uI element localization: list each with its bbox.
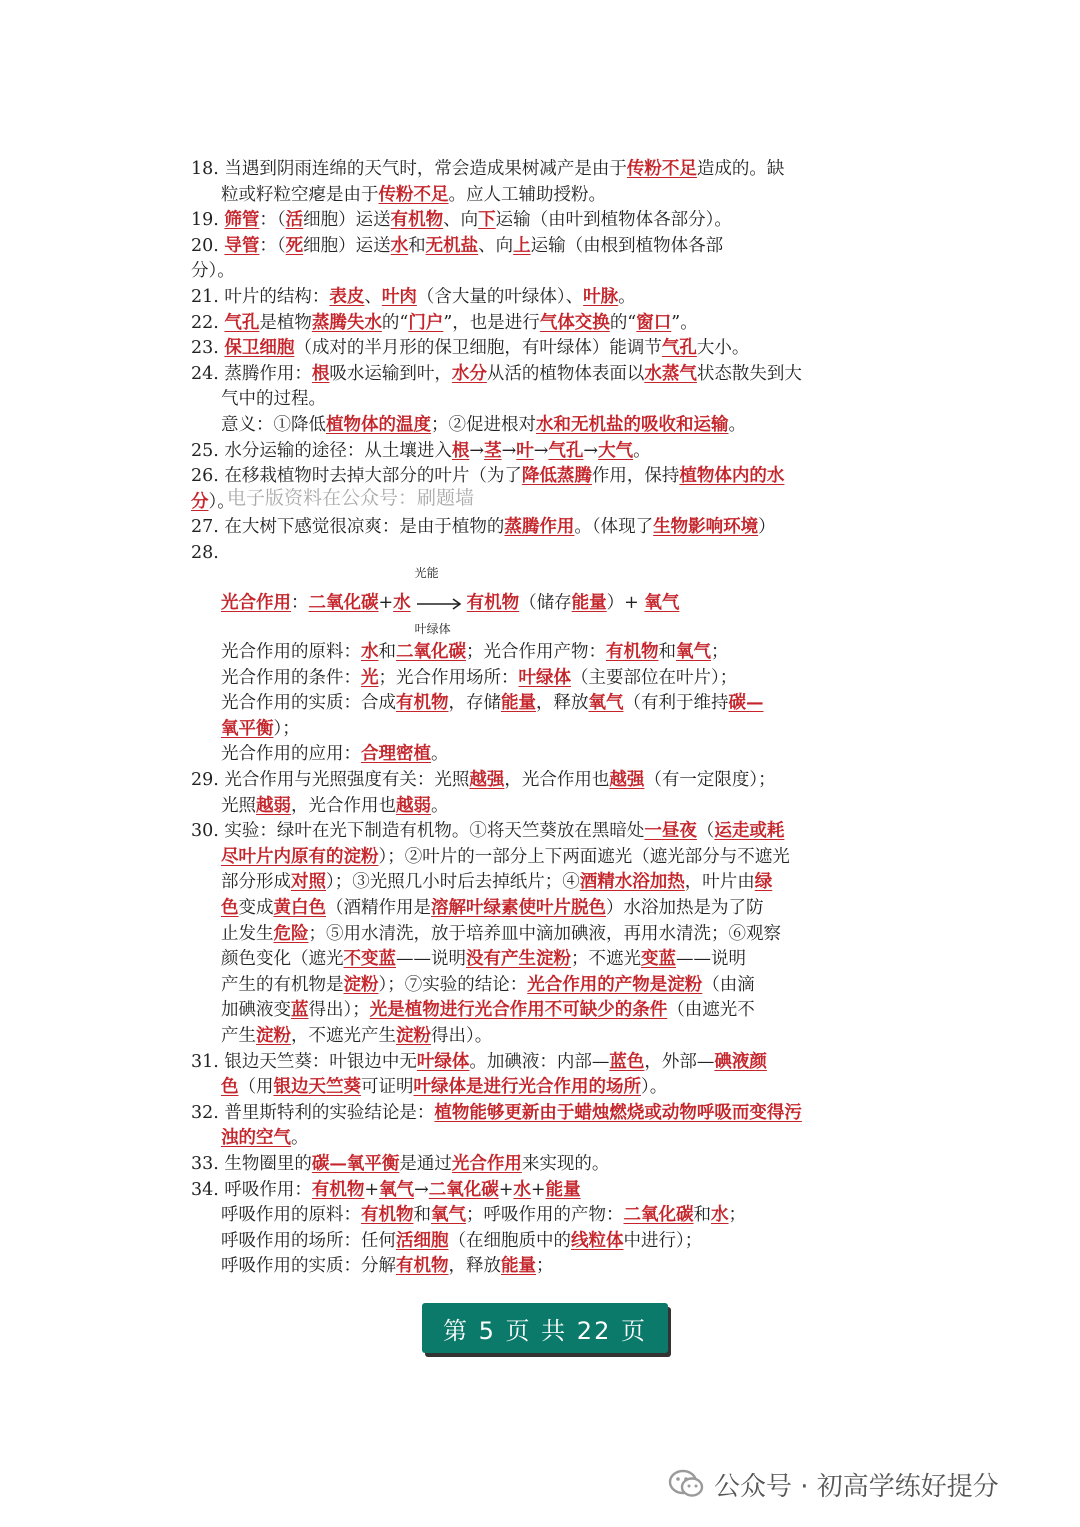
- question-text: 21. 叶片的结构：: [191, 286, 330, 307]
- answer-fill: 植物体内的水: [679, 466, 785, 487]
- question-text: ）；③光照几小时后去掉纸片；④: [326, 872, 580, 893]
- question-text: 和: [413, 1205, 431, 1226]
- question-text: ）: [758, 517, 776, 538]
- question-text: 和: [693, 1205, 711, 1226]
- answer-fill: 导管: [224, 235, 260, 256]
- question-text: （有一定限度）；: [644, 770, 776, 791]
- answer-fill: 光合作用: [451, 1153, 522, 1174]
- answer-fill: 水: [711, 1205, 729, 1226]
- document-line: [191, 1126, 881, 1152]
- document-line: [191, 362, 881, 388]
- question-text: ；②促进根对: [431, 414, 536, 435]
- question-text: ；: [711, 642, 729, 663]
- answer-fill: 有机物: [390, 210, 444, 231]
- question-text: 从活的植物体表面以: [486, 363, 645, 384]
- question-text: 大小。: [696, 338, 750, 359]
- question-text: 22.: [191, 312, 225, 333]
- question-text: +: [530, 1179, 546, 1200]
- answer-fill: 能量: [545, 1179, 581, 1200]
- answer-fill: 光合作用: [221, 592, 291, 613]
- question-text: 30. 实验：绿叶在光下制造有机物。①将天竺葵放在黑暗处: [191, 821, 645, 842]
- answer-fill: 有机物: [361, 1205, 414, 1226]
- question-text: 24. 蒸腾作用：: [191, 363, 312, 384]
- answer-fill: 保卫细胞: [224, 338, 295, 359]
- question-text: ）；②叶片的一部分上下两面遮光（遮光部分与不遮光: [378, 846, 790, 867]
- question-text: ——说明: [396, 949, 466, 970]
- answer-fill: 一昼夜: [644, 821, 697, 842]
- question-text: 作用，保持: [591, 466, 680, 487]
- document-line: [191, 157, 881, 183]
- question-text: 19.: [191, 210, 225, 231]
- document-line: [191, 413, 881, 439]
- question-text: 呼吸作用的场所：任何: [221, 1230, 396, 1251]
- answer-fill: 能量: [571, 592, 607, 613]
- question-text: ；呼吸作用的产物：: [466, 1205, 624, 1226]
- question-text: （成对的半月形的保卫细胞，有叶绿体）能调节: [294, 338, 662, 359]
- answer-fill: 淀粉: [343, 974, 379, 995]
- answer-fill: 蒸腾作用: [504, 517, 575, 538]
- answer-fill: 窗口: [636, 312, 672, 333]
- answer-fill: 碳—: [728, 693, 764, 714]
- question-text: →: [414, 1179, 429, 1200]
- document-line: [191, 311, 881, 337]
- question-text: （含大量的叶绿体）、: [416, 286, 584, 307]
- question-text: 。: [291, 1128, 309, 1149]
- footer-brand: [668, 1462, 999, 1506]
- question-text: 的“: [609, 312, 637, 333]
- document-line: [191, 691, 881, 717]
- answer-fill: 酒精水浴加热: [579, 872, 685, 893]
- question-text: ；光合作用场所：: [378, 667, 519, 688]
- answer-fill: 能量: [501, 1256, 536, 1277]
- question-text: （由滴: [702, 974, 755, 995]
- question-text: 。（体现了: [574, 517, 654, 538]
- answer-fill: 水: [393, 592, 411, 613]
- question-text: 光合作用的应用：: [221, 744, 361, 765]
- document-line: [191, 285, 881, 311]
- answer-fill: 溶解叶绿素使叶片脱色: [431, 898, 606, 919]
- question-text: ”。: [671, 312, 698, 333]
- document-line: [191, 794, 881, 820]
- question-text: 27. 在大树下感觉很凉爽：是由于植物的: [191, 517, 505, 538]
- answer-fill: 色: [221, 1077, 239, 1098]
- answer-fill: 银边天竺葵: [273, 1077, 361, 1098]
- question-text: 、: [364, 286, 382, 307]
- question-text: 20.: [191, 235, 225, 256]
- question-text: 、向: [478, 235, 514, 256]
- answer-fill: 水: [361, 642, 379, 663]
- question-text: 中进行）；: [623, 1230, 703, 1251]
- answer-fill: 植物体的温度: [326, 414, 431, 435]
- question-text: 32. 普里斯特利的实验结论是：: [191, 1102, 435, 1123]
- question-text: ）。: [641, 1077, 668, 1098]
- answer-fill: 有机物: [396, 1256, 449, 1277]
- answer-fill: 危险: [273, 923, 309, 944]
- document-line: [191, 717, 881, 743]
- question-text: 意义：①降低: [221, 414, 326, 435]
- answer-fill: 活细胞: [396, 1230, 449, 1251]
- question-text: 和: [408, 235, 426, 256]
- question-text: 33. 生物圈里的: [191, 1153, 312, 1174]
- answer-fill: 气孔: [548, 440, 584, 461]
- answer-fill: 线粒体: [571, 1230, 624, 1251]
- question-text: 。: [618, 286, 636, 307]
- question-text: （主要部位在叶片）；: [571, 667, 738, 688]
- question-text: 变成: [238, 898, 274, 919]
- document-line: [191, 1229, 881, 1255]
- question-text: ，光合作用也: [504, 770, 610, 791]
- answer-fill: 叶绿体是进行光合作用的场所: [413, 1077, 641, 1098]
- answer-fill: 绿: [754, 872, 773, 893]
- question-text: ，存储: [448, 693, 501, 714]
- footer-text: 公众号 · 初高学练好提分: [714, 1471, 999, 1502]
- wechat-official-account-icon: [668, 1469, 706, 1499]
- question-text: 来实现的。: [521, 1153, 610, 1174]
- question-text: →: [501, 440, 517, 461]
- answer-fill: 下: [478, 210, 496, 231]
- answer-fill: 筛管: [224, 210, 260, 231]
- question-text: 运输（由根到植物体各部: [530, 235, 724, 256]
- question-text: 吸水运输到叶，: [329, 363, 452, 384]
- document-line: [191, 870, 881, 896]
- question-text: ：（: [259, 235, 286, 256]
- document-line: [191, 234, 881, 260]
- answer-fill: 二氧化碳: [308, 592, 379, 613]
- document-line: [191, 998, 881, 1024]
- question-text: （: [696, 821, 715, 842]
- question-text: （在细胞质中的: [448, 1230, 571, 1251]
- answer-fill: 色: [221, 898, 239, 919]
- answer-fill: 传粉不足: [378, 184, 449, 205]
- answer-fill: 浊的空气: [221, 1128, 291, 1149]
- answer-fill: 二氧化碳: [428, 1179, 499, 1200]
- answer-fill: 有机物: [466, 592, 520, 613]
- answer-fill: 淀粉: [396, 1026, 431, 1046]
- answer-fill: 根: [451, 440, 470, 461]
- document-line: [191, 1050, 881, 1076]
- document-line: [191, 1024, 881, 1050]
- document-line: [191, 1152, 881, 1178]
- question-text: ”，也是进行: [443, 312, 540, 333]
- question-text: 得出）；: [308, 1000, 370, 1021]
- question-text: 产生的有机物是: [221, 974, 344, 995]
- answer-fill: 有机物: [606, 642, 659, 663]
- answer-fill: 水: [513, 1179, 531, 1200]
- question-text: 是植物: [259, 312, 312, 333]
- document-line: [191, 640, 881, 666]
- document-body: [191, 157, 881, 1280]
- answer-fill: 光是植物进行光合作用不可缺少的条件: [369, 1000, 668, 1021]
- answer-fill: 没有产生淀粉: [466, 949, 571, 970]
- document-line: [191, 973, 881, 999]
- answer-fill: 能量: [501, 693, 536, 714]
- question-text: 是通过: [399, 1153, 452, 1174]
- answer-fill: 生物影响环境: [653, 517, 759, 538]
- question-text: →: [469, 440, 485, 461]
- question-text: 粒或籽粒空瘪是由于: [221, 184, 379, 205]
- question-text: →: [533, 440, 549, 461]
- answer-fill: 根: [311, 363, 330, 384]
- question-text: ；不遮光: [571, 949, 641, 970]
- question-text: 18. 当遇到阴雨连绵的天气时，常会造成果树减产是由于: [191, 159, 627, 179]
- question-text: 26. 在移栽植物时去掉大部分的叶片（为了: [191, 466, 522, 487]
- question-text: （酒精作用是: [326, 898, 431, 919]
- question-text: 可证明: [361, 1077, 414, 1098]
- question-text: 。: [633, 440, 651, 461]
- question-text: 气中的过程。: [221, 389, 326, 410]
- question-text: 光合作用的实质：合成: [221, 693, 396, 714]
- answer-fill: 越弱: [396, 795, 431, 816]
- document-line: [191, 742, 881, 768]
- document-line: [191, 515, 881, 541]
- question-text: 23.: [191, 338, 225, 359]
- answer-fill: 活: [285, 210, 304, 231]
- question-text: 止发生: [221, 923, 274, 944]
- document-line: [191, 541, 881, 567]
- question-text: 。加碘液：内部—: [469, 1051, 610, 1072]
- answer-fill: 上: [513, 235, 531, 256]
- question-text: ；: [536, 1256, 554, 1277]
- answer-fill: 水: [390, 235, 409, 256]
- answer-fill: 光: [361, 667, 379, 688]
- answer-fill: 叶绿体: [416, 1051, 470, 1072]
- answer-fill: 叶肉: [381, 286, 417, 307]
- answer-fill: 碘液颜: [714, 1051, 767, 1072]
- answer-fill: 蒸腾失水: [311, 312, 382, 333]
- answer-fill: 有机物: [311, 1179, 365, 1200]
- answer-fill: 无机盐: [425, 235, 479, 256]
- document-line: [191, 183, 881, 209]
- answer-fill: 氧气: [379, 1179, 415, 1200]
- watermark-text: 电子版资料在公众号：刷题墙: [227, 487, 475, 509]
- question-text: +: [378, 592, 394, 613]
- question-text: 呼吸作用的实质：分解: [221, 1256, 396, 1277]
- question-text: ；⑤用水清洗，放于培养皿中滴加碘液，再用水清洗；⑥观察: [308, 923, 781, 944]
- question-text: 28.: [191, 542, 219, 563]
- answer-fill: 植物能够更新由于蜡烛燃烧或动物呼吸而变得污: [434, 1102, 802, 1123]
- document-line: [191, 922, 881, 948]
- answer-fill: 气体交换: [539, 312, 610, 333]
- question-text: 。应人工辅助授粉。: [448, 184, 606, 205]
- answer-fill: 水分: [451, 363, 487, 384]
- question-text: 光合作用的原料：: [221, 642, 361, 663]
- answer-fill: 碳—氧平衡: [311, 1153, 400, 1174]
- answer-fill: 表皮: [329, 286, 365, 307]
- answer-fill: 二氧化碳: [396, 642, 466, 663]
- answer-fill: 氧气: [676, 642, 711, 663]
- question-text: 光照: [221, 795, 256, 816]
- question-text: 和: [378, 642, 396, 663]
- answer-fill: 黄白色: [273, 898, 326, 919]
- question-text: 34. 呼吸作用：: [191, 1179, 312, 1200]
- document-line: [191, 819, 881, 845]
- question-text: （有利于维持: [623, 693, 729, 714]
- question-text: +: [498, 1179, 514, 1200]
- question-text: ：（: [259, 210, 286, 231]
- answer-fill: 蓝: [291, 1000, 309, 1021]
- question-text: ，释放: [448, 1256, 501, 1277]
- document-line: [191, 1075, 881, 1101]
- question-text: 和: [658, 642, 676, 663]
- answer-fill: 氧气: [431, 1205, 466, 1226]
- condition-light-label: 光能: [414, 565, 439, 580]
- answer-fill: 门户: [408, 312, 444, 333]
- answer-fill: 氧气: [644, 592, 680, 613]
- question-text: （由遮光不: [667, 1000, 755, 1021]
- question-text: 31. 银边天竺葵：叶银边中无: [191, 1051, 417, 1072]
- answer-fill: 越强: [609, 770, 645, 791]
- answer-fill: 淀粉: [256, 1026, 291, 1046]
- document-line: [191, 845, 881, 871]
- question-text: 产生: [221, 1026, 256, 1046]
- question-text: ）；: [273, 718, 300, 739]
- answer-fill: 叶: [516, 440, 534, 461]
- answer-fill: 气孔: [224, 312, 260, 333]
- document-line: [191, 1178, 881, 1204]
- answer-fill: 死: [285, 235, 304, 256]
- question-text: 呼吸作用的原料：: [221, 1205, 361, 1226]
- document-line: [191, 208, 881, 234]
- answer-fill: 光合作用的产物是淀粉: [527, 974, 703, 995]
- answer-fill: 叶脉: [583, 286, 619, 307]
- answer-fill: 变蓝: [641, 949, 676, 970]
- question-text: ）+: [606, 592, 645, 613]
- answer-fill: 对照: [291, 872, 326, 893]
- answer-fill: 水蒸气: [644, 363, 697, 384]
- question-text: 、向: [443, 210, 479, 231]
- answer-fill: 氧平衡: [221, 718, 274, 739]
- reaction-arrow: [414, 565, 463, 636]
- question-text: 细胞）运送: [303, 235, 391, 256]
- question-text: 细胞）运送: [303, 210, 391, 231]
- document-line: [191, 336, 881, 362]
- question-text: 的“: [381, 312, 409, 333]
- answer-fill: 不变蓝: [343, 949, 396, 970]
- answer-fill: 大气: [598, 440, 634, 461]
- answer-fill: 运走或耗: [714, 821, 785, 842]
- document-line: [191, 666, 881, 692]
- question-text: ——说明: [676, 949, 746, 970]
- question-text: 运输（由叶到植物体各部分）。: [495, 210, 732, 231]
- answer-fill: 越强: [469, 770, 505, 791]
- answer-fill: 合理密植: [361, 744, 431, 765]
- question-text: 造成的。缺: [696, 159, 785, 179]
- question-text: 。: [728, 414, 746, 435]
- document-line: [191, 1101, 881, 1127]
- question-text: ，不遮光产生: [291, 1026, 396, 1046]
- answer-fill: 气孔: [661, 338, 697, 359]
- question-text: →: [583, 440, 599, 461]
- answer-fill: 有机物: [396, 693, 449, 714]
- question-text: +: [364, 1179, 380, 1200]
- answer-fill: 二氧化碳: [623, 1205, 694, 1226]
- question-text: ）水浴加热是为了防: [606, 898, 764, 919]
- question-text: ；: [728, 1205, 746, 1226]
- answer-fill: 蓝色: [609, 1051, 645, 1072]
- document-line: [191, 439, 881, 465]
- document-line: [191, 259, 881, 285]
- question-text: ，释放: [536, 693, 589, 714]
- question-text: ；光合作用产物：: [466, 642, 606, 663]
- answer-fill: 尽叶片内原有的淀粉: [221, 846, 379, 867]
- question-text: ）。: [208, 491, 235, 512]
- answer-fill: 传粉不足: [626, 159, 697, 179]
- question-text: 颜色变化（遮光: [221, 949, 344, 970]
- document-line: [191, 1254, 881, 1280]
- document-line: [191, 387, 881, 413]
- question-text: 状态散失到大: [696, 363, 802, 384]
- question-text: （储存: [519, 592, 572, 613]
- page-indicator-button[interactable]: 第 5 页 共 22 页: [422, 1303, 668, 1353]
- question-text: 光合作用的条件：: [221, 667, 361, 688]
- answer-fill: 茎: [484, 440, 502, 461]
- answer-fill: 降低蒸腾: [521, 466, 592, 487]
- answer-fill: 叶绿体: [518, 667, 571, 688]
- condition-chloroplast-label: 叶绿体: [414, 621, 451, 636]
- question-text: ，光合作用也: [291, 795, 396, 816]
- question-text: 25. 水分运输的途径：从土壤进入: [191, 440, 452, 461]
- answer-fill: 氧气: [588, 693, 624, 714]
- document-line: [191, 896, 881, 922]
- question-text: 得出）。: [431, 1026, 493, 1046]
- question-text: （用: [238, 1077, 274, 1098]
- document-line: [191, 947, 881, 973]
- question-text: ，外部—: [644, 1051, 715, 1072]
- question-text: 加碘液变: [221, 1000, 291, 1021]
- question-text: 分）。: [191, 261, 235, 282]
- document-line: [191, 768, 881, 794]
- question-text: 29. 光合作用与光照强度有关：光照: [191, 770, 470, 791]
- question-text: ，叶片由: [684, 872, 755, 893]
- photosynthesis-equation: [221, 565, 881, 636]
- document-line: [191, 1203, 881, 1229]
- question-text: 部分形成: [221, 872, 291, 893]
- answer-fill: 水和无机盐的吸收和运输: [536, 414, 729, 435]
- question-text: 。: [431, 795, 449, 816]
- answer-fill: 越弱: [256, 795, 291, 816]
- answer-fill: 分: [191, 491, 209, 512]
- question-text: ）；⑦实验的结论：: [378, 974, 528, 995]
- question-text: 。: [431, 744, 449, 765]
- question-text: ：: [291, 592, 309, 613]
